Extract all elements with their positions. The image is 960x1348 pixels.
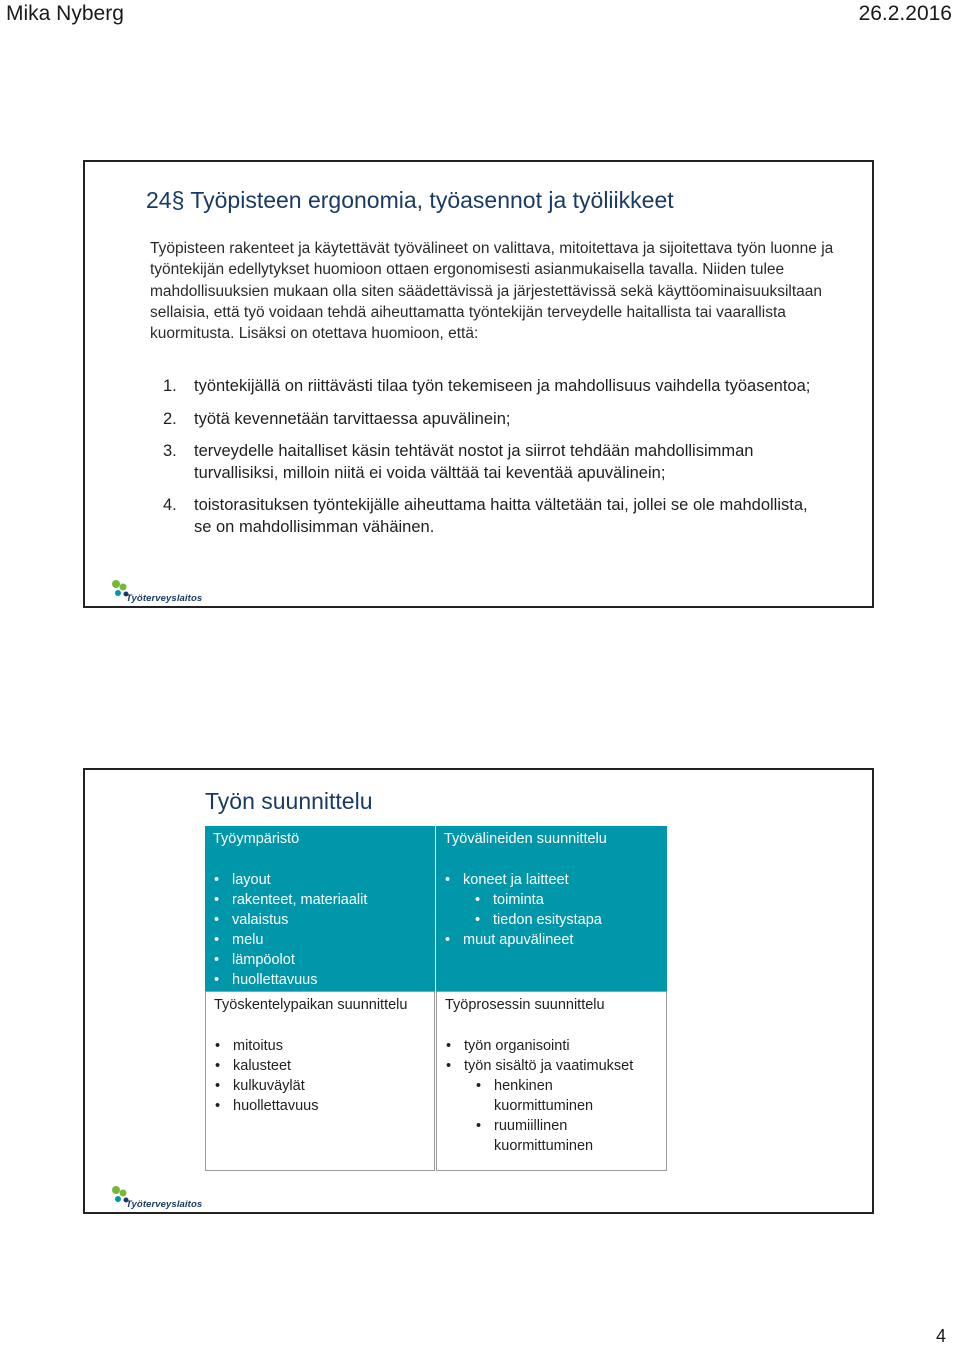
cell-heading: Työympäristö <box>213 831 300 847</box>
item-number: 4. <box>163 496 177 514</box>
document-date: 26.2.2016 <box>858 2 952 25</box>
cell-work-environment <box>205 826 435 991</box>
slide-title: 24§ Työpisteen ergonomia, työasennot ja työliikkeet <box>146 187 674 213</box>
list-item: • huollettavuus <box>213 970 367 990</box>
cell-workplace-design <box>205 991 435 1171</box>
list-item: • layout <box>213 870 367 890</box>
item-text: työtä kevennetään tarvittaessa apuvälinein; <box>194 409 511 428</box>
list-item: • mitoitus <box>214 1036 318 1056</box>
cell-heading: Työvälineiden suunnittelu <box>444 831 607 847</box>
list-item: • kalusteet <box>214 1056 318 1076</box>
logo-text: Työterveyslaitos <box>126 593 203 604</box>
cell-list <box>214 1036 318 1116</box>
tyoterveyslaitos-logo <box>110 1184 203 1212</box>
cell-heading: Työskentelypaikan suunnittelu <box>214 997 408 1013</box>
list-item: • työn sisältö ja vaatimukset <box>445 1056 633 1076</box>
item-number: 1. <box>163 377 177 395</box>
item-text: terveydelle haitalliset käsin tehtävät nostot ja siirrot tehdään mahdollisimman turvallisiksi, milloin niitä ei voida välttää tai keventää apuvälinein; <box>194 442 754 482</box>
list-item: • huollettavuus <box>214 1096 318 1116</box>
list-item: • tiedon esitystapa <box>474 910 602 930</box>
item-number: 2. <box>163 409 177 428</box>
slide-legislation <box>83 160 874 608</box>
list-item: • toiminta <box>474 890 602 910</box>
cell-tool-design <box>436 826 667 991</box>
cell-process-design <box>436 991 667 1171</box>
cell-list <box>445 1036 633 1156</box>
tyoterveyslaitos-logo <box>110 578 203 606</box>
list-item <box>163 376 823 398</box>
list-item: • melu <box>213 930 367 950</box>
cell-heading: Työprosessin suunnittelu <box>445 997 605 1013</box>
list-item <box>163 409 823 431</box>
slide-paragraph: Työpisteen rakenteet ja käytettävät työvälineet on valittava, mitoitettava ja sijoitettava työn luonne ja työntekijän edellytykset huomioon ottaen ergonomisesti asianmukaisella tavalla. Niiden tulee mahdollisuuksien mukaan olla siten säädettävissä ja järjestettävissä sekä käyttöominaisuuksiltaan sellaisia, että työ voidaan tehdä aiheuttamatta työntekijän terveydelle haitallista tai vaarallista kuormitusta. Lisäksi on otettava huomioon, että: <box>150 240 834 343</box>
list-item: • kulkuväylät <box>214 1076 318 1096</box>
cell-list <box>444 870 602 950</box>
list-item <box>163 441 823 484</box>
slide-work-design <box>83 768 874 1214</box>
list-item <box>163 495 823 538</box>
list-item: • valaistus <box>213 910 367 930</box>
requirements-list <box>163 376 823 549</box>
page-number: 4 <box>935 1326 946 1346</box>
list-item: • rakenteet, materiaalit <box>213 890 367 910</box>
author-name: Mika Nyberg <box>6 2 124 25</box>
list-item: • henkinen kuormittuminen <box>475 1076 614 1116</box>
list-item: • koneet ja laitteet <box>444 870 602 890</box>
list-item: • työn organisointi <box>445 1036 633 1056</box>
cell-list <box>213 870 367 990</box>
item-text: työntekijällä on riittävästi tilaa työn tekemiseen ja mahdollisuus vaihdella työasentoa; <box>194 377 811 395</box>
slide-title: Työn suunnittelu <box>205 788 373 814</box>
list-item: • lämpöolot <box>213 950 367 970</box>
item-number: 3. <box>163 442 177 460</box>
item-text: toistorasituksen työntekijälle aiheuttama haitta vältetään tai, jollei se ole mahdollista, se on mahdollisimman vähäinen. <box>194 496 808 536</box>
logo-text: Työterveyslaitos <box>126 1199 203 1210</box>
list-item: • ruumiillinen kuormittuminen <box>475 1116 614 1156</box>
list-item: • muut apuvälineet <box>444 930 602 950</box>
